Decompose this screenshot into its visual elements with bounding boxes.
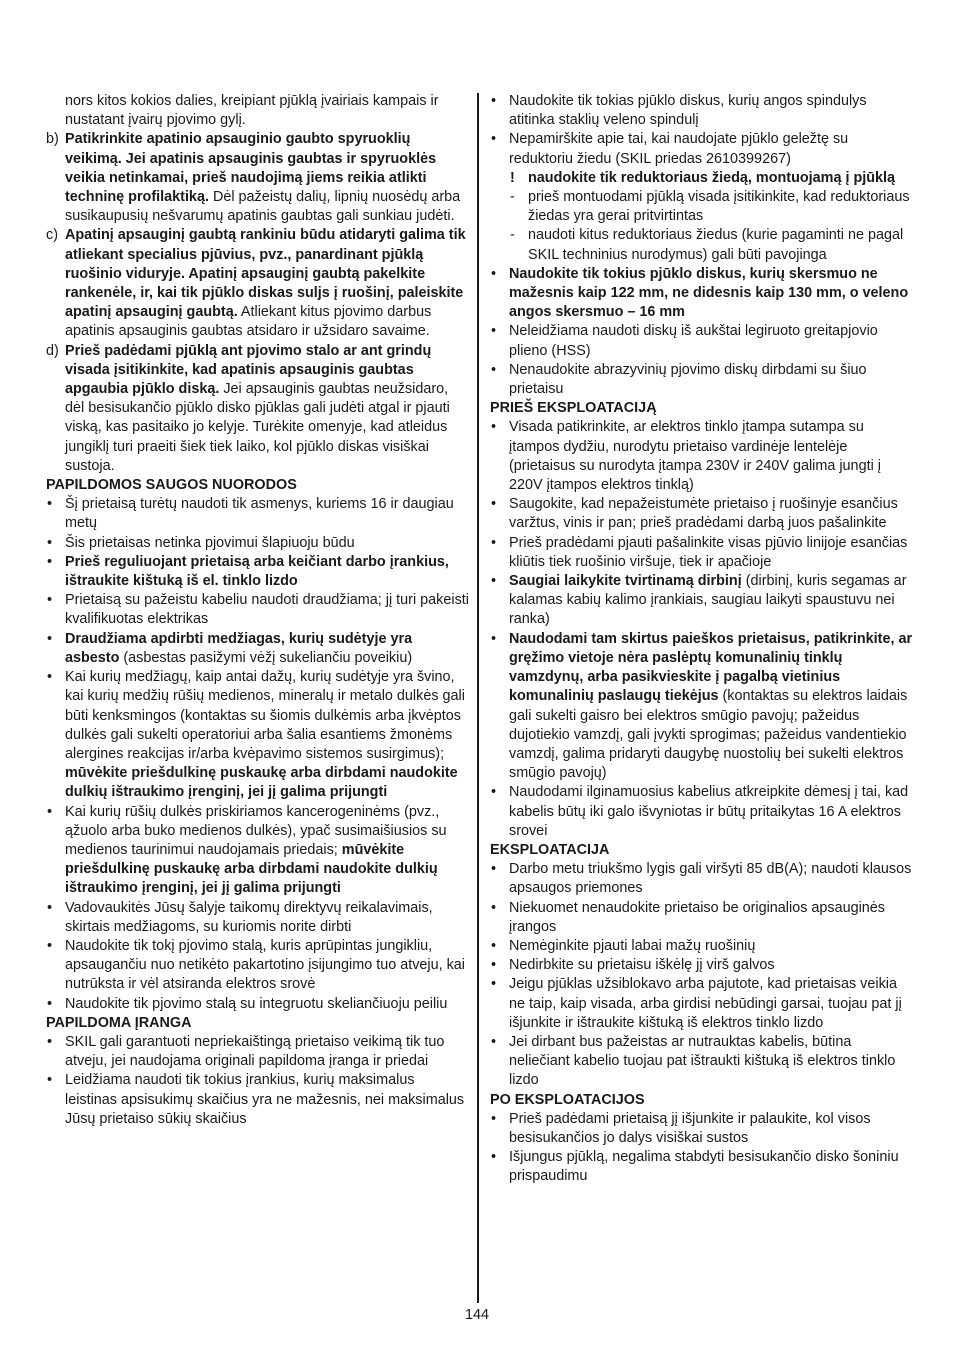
bullet-icon: •	[491, 937, 497, 954]
item-text: Niekuomet nenaudokite prietaiso be originalios apsauginės įrangos	[509, 899, 885, 935]
bullet-icon: •	[47, 1033, 53, 1050]
bullet-icon: •	[491, 899, 497, 916]
list-item	[490, 975, 914, 1033]
list-item	[46, 1071, 470, 1129]
item-text: Atliekant kitus pjovimo darbus apatinis apsauginis gaubtas atsidaro ir užsidaro savaime.	[65, 304, 432, 340]
item-text: prieš montuodami pjūklą visada įsitikinkite, kad reduktoriaus žiedas yra gerai pritvirtintas	[528, 189, 910, 225]
bullet-icon: •	[491, 93, 497, 109]
bullet-icon: •	[491, 1033, 497, 1050]
item-text: Vadovaukitės Jūsų šalyje taikomų direktyvų reikalavimais, skirtais medžiagoms, su kuriomis norite dirbti	[65, 899, 433, 935]
item-text: Nepamirškite apie tai, kai naudojate pjūklo geležtę su reduktoriu žiedu (SKIL priedas 2610399267)	[509, 131, 849, 167]
item-text: naudoti kitus reduktoriaus žiedus (kurie pagaminti ne pagal SKIL techninius nurodymus) gali būti pavojinga	[528, 227, 904, 263]
list-item	[46, 668, 470, 802]
item-text: Darbo metu triukšmo lygis gali viršyti 85 dB(A); naudoti klausos apsaugos priemones	[509, 861, 912, 897]
lettered-item-c	[46, 226, 470, 341]
item-bold-text: mūvėkite priešdulkinę puskaukę arba dirbdami naudokite dulkių ištraukimo įrenginį, jei jį galima prijungti	[65, 841, 438, 897]
list-item	[490, 322, 914, 360]
bullet-icon: •	[47, 899, 53, 916]
item-text: Naudokite tik pjovimo stalą su integruotu skeliančiuoju peiliu	[65, 995, 448, 1012]
list-item	[46, 995, 470, 1014]
dash-item	[509, 226, 914, 264]
item-text: Jei apsauginis gaubtas neužsidaro, dėl besisukančio pjūklo disko pjūklas gali judėti atgal ir pjauti viską, kas pasitaiko jo kelyje. Turėkite omenyje, kad atleidus jungiklį turi praeiti šiek tiek laiko, kol pjūklo diskas visiškai sustoja.	[65, 381, 450, 474]
item-text: Visada patikrinkite, ar elektros tinklo įtampa sutampa su įtampos dydžiu, nurodytu prietaiso vardinėje lentelėje (prietaisus su nurodyta įtampa 230V ir 240V galima jungti į 220V įtampos elektros tinklą)	[509, 419, 881, 494]
item-text: (asbestas pasižymi vėžį sukeliančiu poveikiu)	[119, 649, 413, 666]
bullet-icon: •	[491, 496, 497, 513]
dash-item	[509, 188, 914, 226]
item-text: Kai kurių medžiagų, kaip antai dažų, kurių sudėtyje yra švino, kai kurių medžių rūšių medienos, mineralų ir metalo dulkės gali būti kenksmingos (kontaktas su šiomis dulkėmis arba įkvėptos dulkės gali sukelti operatoriui arba šalia esantiems žmonėms alergines reakcijas ir/arba kvėpavimo sistemos susirgimus);	[65, 669, 465, 762]
section-heading-after-use: PO EKSPLOATACIJOS	[490, 1091, 645, 1108]
list-item	[490, 860, 914, 898]
list-item	[490, 130, 914, 168]
column-divider	[477, 93, 479, 1303]
list-item	[490, 92, 914, 130]
bullet-icon: •	[491, 361, 497, 378]
item-text: Jeigu pjūklas užsiblokavo arba pajutote, kad prietaisas veikia ne taip, kaip visada, arba girdisi nebūdingi garsai, tuojau pat jį išjunkite ir ištraukite kištuką iš elektros tinklo lizdo	[509, 976, 902, 1031]
bullet-icon: •	[491, 861, 497, 878]
lettered-item-d	[46, 342, 470, 476]
item-text: Naudokite tik tokį pjovimo stalą, kuris aprūpintas jungikliu, apsaugančiu nuo netikėto pakartotino įsijungimo tuo atveju, kai nutrūksta ir vėl atsiranda elektros srovė	[65, 937, 466, 993]
item-text: Jei dirbant bus pažeistas ar nutrauktas kabelis, būtina neliečiant kabelio tuojau pat ištraukti kištuką iš elektros tinklo lizdo	[509, 1033, 896, 1089]
item-text: Naudodami ilginamuosius kabelius atkreipkite dėmesį į tai, kad kabelis būtų iki galo išvyniotas ir būtų pritaikytas 16 A elektros srovei	[509, 784, 909, 839]
item-bold-text: Saugiai laikykite tvirtinamą dirbinį	[509, 573, 742, 590]
item-text: Nedirbkite su prietaisu iškėlę jį virš galvos	[509, 957, 775, 974]
list-item	[490, 1148, 914, 1186]
item-bold-text: mūvėkite priešdulkinę puskaukę arba dirbdami naudokite dulkių ištraukimo įrenginį, jei jį galima prijungti	[65, 765, 458, 801]
item-text: Prieš padėdami prietaisą jį išjunkite ir palaukite, kol visos besisukančios jo dalys visiškai sustos	[509, 1110, 871, 1146]
right-column	[490, 92, 914, 1187]
item-bold-text: Naudokite tik tokius pjūklo diskus, kurių skersmuo ne mažesnis kaip 122 mm, ne didesnis kaip 130 mm, o veleno angos skersmuo – 16 mm	[509, 265, 909, 321]
lettered-item-b	[46, 130, 470, 226]
list-item	[490, 956, 914, 975]
section-heading-accessories: PAPILDOMA ĮRANGA	[46, 1014, 192, 1031]
bullet-icon: •	[491, 573, 497, 590]
bullet-icon: •	[47, 553, 53, 570]
item-text: Šį prietaisą turėtų naudoti tik asmenys, kuriems 16 ir daugiau metų	[65, 496, 454, 532]
bullet-icon: •	[491, 957, 497, 974]
list-item	[490, 630, 914, 784]
list-item	[46, 899, 470, 937]
list-item	[46, 495, 470, 533]
bullet-icon: •	[491, 265, 497, 282]
bullet-icon: •	[491, 630, 497, 647]
bullet-icon: •	[47, 534, 53, 551]
item-text: Saugokite, kad nepažeistumėte prietaiso į ruošinyje esančius varžtus, vinis ir pan; prieš pradėdami darbą juos pašalinkite	[509, 496, 898, 532]
bullet-icon: •	[491, 534, 497, 551]
item-bold-text: Apatinį apsauginį gaubtą rankiniu būdu atidaryti galima tik atliekant specialius pjūvius, pvz., panardinant pjūklą ruošinio viduryje. Apatinį apsauginį gaubtą pakelkite rankenėle, ir, kai tik pjūklo diskas suljs į ruošinį, paleiskite apatinį apsauginį gaubtą.	[65, 227, 466, 321]
bullet-icon: •	[47, 1072, 53, 1089]
bullet-icon: •	[491, 323, 497, 340]
item-text: Prietaisą su pažeistu kabeliu naudoti draudžiama; jį turi pakeisti kvalifikuotas elektrikas	[65, 592, 469, 628]
bullet-icon: •	[491, 1149, 497, 1166]
section-heading-operation: EKSPLOATACIJA	[490, 841, 610, 858]
list-item	[490, 361, 914, 399]
item-bold-text: Draudžiama apdirbti medžiagas, kurių sudėtyje yra asbesto	[65, 630, 413, 666]
item-text: (kontaktas su elektros laidais gali sukelti gaisro bei elektros smūgio pavojų; pažeidus dujotiekio vamzdį, gali įvykti sprogimas; pažeidus vandentiekio vamzdį, galima pridaryti daugybę nuostolių bei sukelti elektros smūgio pavojų)	[509, 688, 908, 782]
bullet-icon: •	[491, 131, 497, 148]
dash-icon: -	[510, 227, 515, 244]
item-bold-text: Prieš reguliuojant prietaisą arba keičiant darbo įrankius, ištraukite kištuką iš el. tinklo lizdo	[65, 553, 449, 590]
left-column	[46, 92, 470, 1129]
item-text: (dirbinį, kuris segamas ar kalamas kabių kalimo įrankiais, saugiau laikyti spaustuvu nei ranka)	[509, 573, 907, 628]
item-bold-text: Naudodami tam skirtus paieškos prietaisus, patikrinkite, ar gręžimo vietoje nėra paslėptų komunalinių tinklų vamzdynų, arba pasikvieskite į pagalbą vietinius komunalinių paslaugų tiekėjus	[509, 630, 913, 705]
bullet-icon: •	[491, 784, 497, 801]
intro-continuation: nors kitos kokios dalies, kreipiant pjūklą įvairiais kampais ir nustatant įvairų pjovimo gylį.	[65, 93, 439, 129]
item-text: SKIL gali garantuoti nepriekaištingą prietaiso veikimą tik tuo atveju, jei naudojama originali papildoma įranga ir priedai	[65, 1033, 445, 1070]
section-heading-before-use: PRIEŠ EKSPLOATACIJĄ	[490, 400, 657, 417]
dash-icon: -	[510, 189, 515, 206]
item-bold-text: naudokite tik reduktoriaus žiedą, montuojamą į pjūklą	[528, 169, 896, 186]
item-letter: d)	[46, 342, 59, 359]
item-text: Išjungus pjūklą, negalima stabdyti besisukančio disko šoniniu prispaudimu	[509, 1149, 899, 1185]
bullet-icon: •	[491, 976, 497, 993]
list-item	[46, 591, 470, 629]
section-heading-additional-safety: PAPILDOMOS SAUGOS NUORODOS	[46, 477, 297, 494]
item-text: Nemėginkite pjauti labai mažų ruošinių	[509, 937, 756, 954]
warning-item	[509, 169, 914, 188]
item-text: Leidžiama naudoti tik tokius įrankius, kurių maksimalus leistinas apsisukimų skaičius yra ne mažesnis, nei maksimalus Jūsų prietaiso sūkių skaičius	[65, 1072, 465, 1127]
bullet-icon: •	[47, 937, 53, 954]
item-text: Prieš pradėdami pjauti pašalinkite visas pjūvio linijoje esančias kliūtis tiek ruošinio viršuje, tiek ir apačioje	[509, 534, 908, 570]
item-text: Šis prietaisas netinka pjovimui šlapiuoju būdu	[65, 534, 355, 551]
list-item	[490, 418, 914, 495]
bullet-icon: •	[47, 592, 53, 609]
list-item	[46, 630, 470, 668]
list-item	[490, 937, 914, 956]
item-letter: c)	[46, 227, 58, 244]
list-item	[46, 1033, 470, 1071]
item-letter: b)	[46, 131, 59, 148]
list-item	[490, 783, 914, 841]
list-item	[46, 803, 470, 899]
item-text: Neleidžiama naudoti diskų iš aukštai legiruoto greitapjovio plieno (HSS)	[509, 323, 878, 359]
bullet-icon: •	[47, 496, 53, 513]
bullet-icon: •	[47, 630, 53, 647]
list-item	[46, 937, 470, 995]
bullet-icon: •	[491, 1110, 497, 1127]
list-item	[490, 534, 914, 572]
item-bold-text: Prieš padėdami pjūklą ant pjovimo stalo ar ant grindų visada įsitikinkite, kad apatinis apsauginis gaubtas apgaubia pjūklo diską.	[65, 342, 432, 398]
list-item	[490, 1110, 914, 1148]
bullet-icon: •	[491, 419, 497, 436]
bullet-icon: •	[47, 995, 53, 1012]
list-item	[490, 1033, 914, 1091]
item-text: Dėl pažeistų dalių, lipnių nuosėdų arba susikaupusių nešvarumų apatinis gaubtas gali sunkiau judėti.	[65, 189, 461, 225]
list-item	[490, 899, 914, 937]
warning-icon: !	[510, 169, 515, 186]
item-text: Naudokite tik tokias pjūklo diskus, kurių angos spindulys atitinka staklių veleno spindulį	[509, 93, 867, 129]
item-text: Kai kurių rūšių dulkės priskiriamos kancerogeninėms (pvz., ąžuolo arba buko medienos dulkės), ypač susimaišiusios su medienos taurinimui naudojamais priedais;	[65, 803, 447, 858]
item-text: Nenaudokite abrazyvinių pjovimo diskų dirbdami su šiuo prietaisu	[509, 361, 867, 398]
list-item	[490, 495, 914, 533]
list-item	[490, 572, 914, 630]
item-bold-text: Patikrinkite apatinio apsauginio gaubto spyruoklių veikimą. Jei apatinis apsauginis gaubtas ir spyruoklės veikia netinkamai, prieš naudojimą jiems reikia atlikti techninę profilaktiką.	[65, 131, 437, 206]
list-item	[490, 265, 914, 323]
bullet-icon: •	[47, 669, 53, 686]
bullet-icon: •	[47, 803, 53, 820]
page-number: 144	[464, 1307, 489, 1323]
list-item	[46, 534, 470, 553]
list-item	[46, 553, 470, 591]
